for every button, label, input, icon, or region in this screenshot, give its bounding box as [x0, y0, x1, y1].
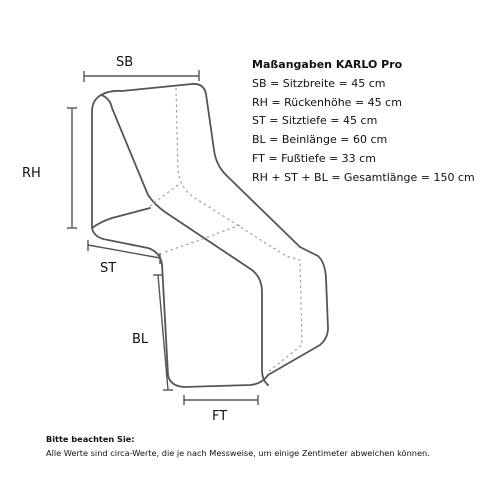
dimension-specs [252, 56, 475, 188]
note-title: Bitte beachten Sie: [46, 434, 135, 444]
sb-label: SB [116, 55, 134, 70]
disclaimer-note [46, 432, 430, 460]
spec-line-ft: FT = Fußtiefe = 33 cm [252, 151, 376, 165]
sb-dimension-line [84, 70, 199, 82]
rh-dimension-line [67, 108, 77, 228]
note-text: Alle Werte sind circa-Werte, die je nach Messweise, um einige Zentimeter abweichen können. [46, 448, 430, 458]
ft-dimension-line [184, 395, 258, 405]
st-label: ST [100, 261, 117, 276]
spec-line-rh: RH = Rückenhöhe = 45 cm [252, 95, 402, 109]
rh-label: RH [22, 166, 41, 181]
spec-line-st: ST = Sitztiefe = 45 cm [252, 114, 378, 128]
spec-line-total: RH + ST + BL = Gesamtlänge = 150 cm [252, 170, 475, 184]
ft-label: FT [212, 409, 228, 424]
specs-title: Maßangaben KARLO Pro [252, 58, 403, 71]
spec-line-sb: SB = Sitzbreite = 45 cm [252, 76, 386, 90]
spec-line-bl: BL = Beinlänge = 60 cm [252, 133, 388, 147]
bl-label: BL [132, 332, 149, 347]
